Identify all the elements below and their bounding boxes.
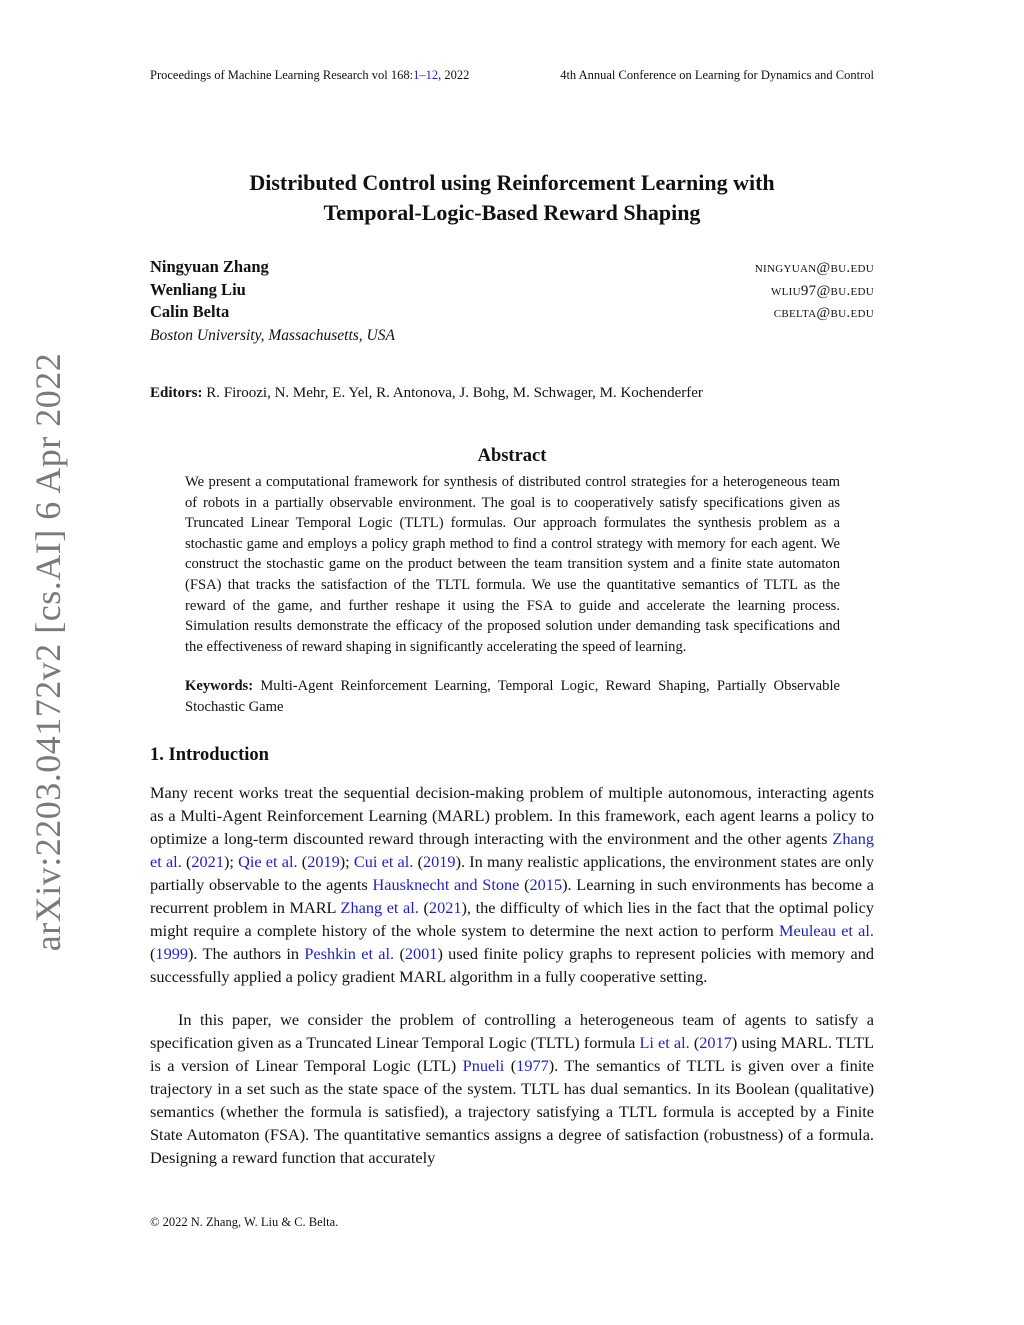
keywords bbox=[185, 676, 840, 717]
section-heading-introduction: 1. Introduction bbox=[150, 745, 269, 765]
abstract-heading: Abstract bbox=[477, 446, 547, 466]
header-proceedings: Proceedings of Machine Learning Research vol 168:1–12, 2022 bbox=[150, 68, 470, 82]
author-row bbox=[150, 257, 874, 280]
citation-link[interactable]: Zhang et al. bbox=[150, 829, 874, 871]
running-header bbox=[150, 68, 874, 83]
author-block bbox=[150, 257, 874, 345]
author-row bbox=[150, 280, 874, 303]
author-name: Ningyuan Zhang bbox=[150, 257, 269, 276]
citation-year-link[interactable]: 1999 bbox=[155, 944, 188, 963]
citation-year-link[interactable]: 2015 bbox=[529, 875, 563, 894]
affiliation: Boston University, Massachusetts, USA bbox=[150, 326, 395, 344]
citation-link[interactable]: Hausknecht and Stone bbox=[372, 875, 520, 894]
author-row bbox=[150, 302, 874, 325]
citation-year-link[interactable]: 2017 bbox=[699, 1033, 732, 1052]
citation-year-link[interactable]: 2001 bbox=[404, 944, 438, 963]
page-start-link[interactable]: 1 bbox=[413, 68, 420, 82]
citation-link[interactable]: Peshkin et al. bbox=[304, 944, 395, 963]
editors-names: R. Firoozi, N. Mehr, E. Yel, R. Antonova, J. Bohg, M. Schwager, M. Kochenderfer bbox=[202, 385, 703, 401]
intro-paragraph-1: Many recent works treat the sequential decision-making problem of multiple autonomous, interacting agents as a Multi-Agent Reinforcement Learning (MARL) problem. In this framework, each agent learns a policy to optimize a long-term discounted reward through interacting with the environment and the other agents Zhang et al. (2021); Qie et al. (2019); Cui et al. (2019). In many realistic applications, the environment states are only partially observable to the agents Hausknecht and Stone (2015). Learning in such environments has become a recurrent problem in MARL Zhang et al. (2021), the difficulty of which lies in the fact that the optimal policy might require a complete history of the whole system to determine the next action to perform Meuleau et al. (1999). The authors in Peshkin et al. (2001) used finite policy graphs to represent policies with memory and successfully applied a policy gradient MARL algorithm in a fully cooperative setting. bbox=[150, 783, 875, 986]
editors-line bbox=[150, 385, 874, 402]
paper-title bbox=[150, 168, 874, 228]
author-email: wliu97@bu.edu bbox=[770, 282, 874, 299]
citation-year-link[interactable]: 1977 bbox=[516, 1056, 549, 1075]
intro-paragraph-2: In this paper, we consider the problem of controlling a heterogeneous team of agents to satisfy a specification given as a Truncated Linear Temporal Logic (TLTL) formula Li et al. (2017) using MARL. TLTL is a version of Linear Temporal Logic (LTL) Pnueli (1977). The semantics of TLTL is given over a finite trajectory in a set such as the state space of the system. TLTL has dual semantics. In its Boolean (qualitative) semantics (whether the formula is satisfied), a trajectory satisfying a TLTL formula is accepted by a Finite State Automaton (FSA). The quantitative semantics assigns a degree of satisfaction (robustness) of a formula. Designing a reward function that accurately bbox=[150, 1010, 875, 1167]
citation-year-link[interactable]: 2021 bbox=[191, 852, 224, 871]
title-line-1: Distributed Control using Reinforcement Learning with bbox=[249, 170, 775, 195]
citation-link[interactable]: Meuleau et al. bbox=[779, 921, 874, 940]
abstract-text: We present a computational framework for synthesis of distributed control strategies for a heterogeneous team of robots in a partially observable environment. The goal is to cooperatively satisfy specifications given as Truncated Linear Temporal Logic (TLTL) formulas. Our approach formulates the synthesis problem as a stochastic game and employs a policy graph method to find a control strategy with memory for each agent. We construct the stochastic game on the product between the team transition system and a finite state automaton (FSA) that tracks the satisfaction of the TLTL formula. We use the quantitative semantics of TLTL as the reward of the game, and further reshape it using the FSA to guide and accelerate the learning process. Simulation results demonstrate the efficacy of the proposed solution under demanding task specifications and the effectiveness of reward shaping in significantly accelerating the speed of learning. bbox=[185, 474, 840, 655]
citation-link[interactable]: Pnueli bbox=[462, 1056, 505, 1075]
title-line-2: Temporal-Logic-Based Reward Shaping bbox=[323, 200, 701, 225]
citation-link[interactable]: Qie et al. bbox=[238, 852, 298, 871]
citation-link[interactable]: Li et al. bbox=[639, 1033, 690, 1052]
citation-link[interactable]: Zhang et al. bbox=[340, 898, 419, 917]
author-name: Wenliang Liu bbox=[150, 279, 246, 299]
header-conference: 4th Annual Conference on Learning for Dynamics and Control bbox=[560, 68, 874, 82]
keywords-label: Keywords: bbox=[185, 678, 254, 694]
copyright-footer: © 2022 N. Zhang, W. Liu & C. Belta. bbox=[150, 1215, 339, 1229]
citation-year-link[interactable]: 2019 bbox=[423, 852, 456, 871]
author-name: Calin Belta bbox=[150, 302, 230, 321]
arxiv-stamp bbox=[24, 352, 72, 952]
author-email: cbelta@bu.edu bbox=[773, 305, 874, 321]
author-email: ningyuan@bu.edu bbox=[754, 260, 874, 276]
page-end-link[interactable]: 12 bbox=[425, 68, 439, 82]
editors-label: Editors: bbox=[150, 385, 203, 401]
citation-link[interactable]: Cui et al. bbox=[353, 852, 414, 871]
arxiv-stamp-text: arXiv:2203.04172v2 [cs.AI] 6 Apr 2022 bbox=[28, 352, 69, 952]
keywords-text: Multi-Agent Reinforcement Learning, Temporal Logic, Reward Shaping, Partially Observable Stochastic Game bbox=[185, 678, 840, 715]
citation-year-link[interactable]: 2021 bbox=[428, 898, 462, 917]
citation-year-link[interactable]: 2019 bbox=[307, 852, 340, 871]
